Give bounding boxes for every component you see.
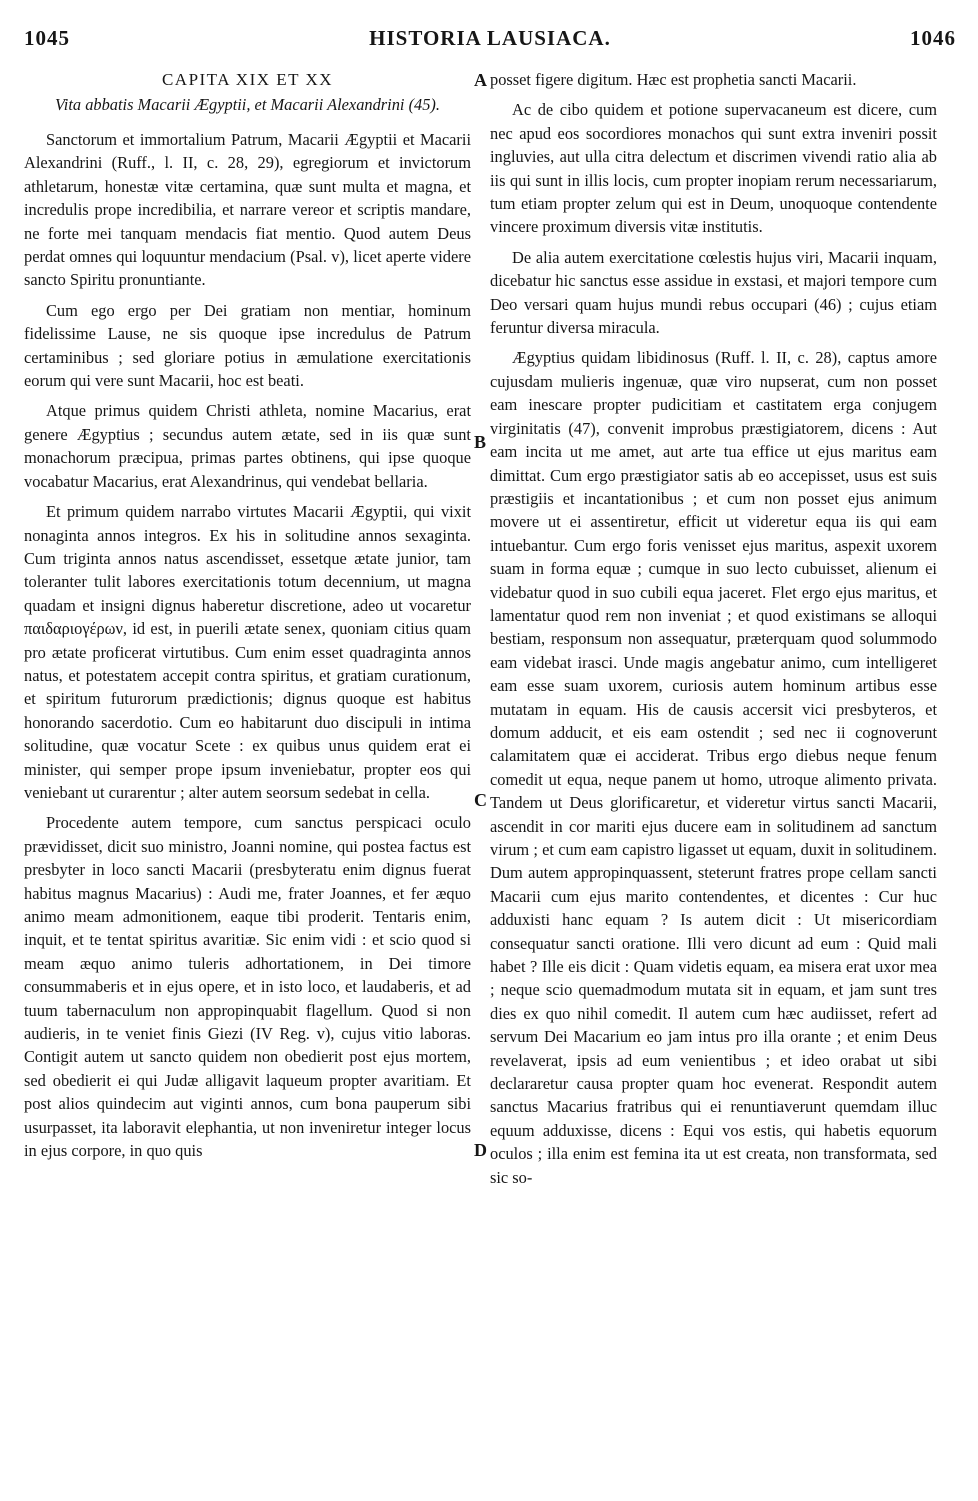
margin-marker-d: D — [474, 1140, 487, 1160]
running-title: HISTORIA LAUSIACA. — [369, 26, 611, 50]
paragraph: Sanctorum et immortalium Patrum, Macarii Ægyptii et Macarii Alexandrini (Ruff., l. II, c. 28, 29), egregiorum et invictorum athletarum, honestæ vitæ certamina, quæ sunt multa et magna, et incredulis prope incredibilia, et narrare vereor et scriptis mandare, ne forte mei tanquam mendacis fiat mentio. Quod autem Deus perdat omnes qui loquuntur mendacium (Psal. v), licet aperte videre sancto Spiritu pronuntiante. — [24, 130, 471, 290]
paragraph: Ac de cibo quidem et potione supervacaneum est dicere, cum nec apud eos socordiores monachos qui sunt extra inveniri possit ingluvies, aut ulla citra delectum et discrimen vivendi ratio alia ab iis qui sunt in illis locis, cum propter inopiam rerum necessariarum, tum etiam propter zelum qui est in Deum, unoquoque contendente vincere proximum diversis vitæ institutis. — [490, 100, 937, 237]
paragraph: Procedente autem tempore, cum sanctus perspicaci oculo prævidisset, dicit suo ministro, Joanni nomine, qui postea factus est presbyter in loco sancti Macarii (presbyteratu enim dignus fuerat habitus magnus Macarius) : Audi me, frater Joannes, et fer æquo animo meam admonitionem, eaque tibi proderit. Tentaris enim, inquit, et te tentat spiritus avaritiæ. Sic enim vidi : et scio quod si meam æquo animo tuleris adhortationem, in Dei timore consummaberis et in ejus opere, et in isto loco, et laudaberis, et ad tuum tabernaculum non appropinquabit flagellum. Quod si non audieris, in te veniet finis Giezi (IV Reg. v), cujus vitio laboras. Contigit autem ut sancto quidem non obedierit post ejus mortem, sed obedierit ei qui Judæ alligavit laqueum propter avaritiam. Et post alios quindecim aut viginti annos, cum bona pauperum sibi usurpasset, ita laboravit elephantia, ut non inveniretur integer locus in ejus corpore, in quo quis — [24, 813, 471, 1161]
paragraph: De alia autem exercitatione cœlestis hujus viri, Macarii inquam, dicebatur hic sanctus esse assidue in exstasi, et majori tempore cum Deo versari quam hujus mundi rebus occupari (46) ; cujus etiam feruntur diversa miracula. — [490, 247, 937, 338]
running-header — [24, 26, 956, 56]
right-column — [490, 68, 937, 1196]
page-number-left: 1045 — [24, 26, 70, 50]
paragraph: posset figere digitum. Hæc est prophetia sancti Macarii. — [490, 70, 857, 89]
paragraph: Cum ego ergo per Dei gratiam non mentiar, hominum fidelissime Lause, ne sis quoque ipse incredulus de Patrum certaminibus ; sed gloriare potius in æmulatione exercitationis eorum qui vere sunt Macarii, hoc est beati. — [24, 300, 471, 391]
margin-marker-b: B — [474, 432, 487, 452]
paragraph: Atque primus quidem Christi athleta, nomine Macarius, erat genere Ægyptius ; secundus autem ætate, sed in iis quæ sunt monachorum præcipua, primas partes obtinens, qui ipse quoque vocabatur Macarius, erat Alexandrinus, qui vendebat bellaria. — [24, 401, 471, 491]
chapter-subtitle: Vita abbatis Macarii Ægyptii, et Macarii Alexandrini (45). — [55, 95, 440, 114]
paragraph: Et primum quidem narrabo virtutes Macarii Ægyptii, qui vixit nonaginta annos integros. Ex his in solitudine annos sexaginta. Cum triginta annos natus ascendisset, essetque ætate junior, tam toleranter tulit labores exercitationis totum decennium, ut magna quadam et insigni dignus haberetur discretione, adeo ut vocaretur παιδαριογέρων, id est, in puerili ætate senex, quoniam citius quam pro ætate proficerat virtutibus. Cum enim esset quadraginta annos natus, et potestatem accepit contra spiritus, et gratiam curationum, et spiritum futurorum prædictionis; dignus quoque est habitus honorando sacerdotio. Cum eo habitarunt duo discipuli in intima solitudine, quæ vocatur Scete : ex quibus unus quidem erat ei minister, qui semper prope ipsum inveniebatur, propter eos qui veniebant ut curarentur ; alter autem seorsum sedebat in cella. — [24, 502, 471, 802]
chapter-heading: CAPITA XIX ET XX — [161, 70, 334, 89]
left-column — [24, 68, 471, 1169]
page-number-right: 1046 — [910, 26, 956, 50]
paragraph: Ægyptius quidam libidinosus (Ruff. l. II, c. 28), captus amore cujusdam mulieris ingenuæ, quæ viro nupserat, cum non posset eam inescare propter pudicitiam et castitatem erga conjugem virginitatis (47), convenit improbus præstigiatorem, dicens : Aut eam incita ut me amet, aut arte tua effice ut ejus maritus eam dimittat. Cum ergo præstigiator satis ab eo accepisset, usus est suis præstigiis et incantationibus ; et cum non posset ejus animum movere ut ei assentiretur, efficit ut videretur equa iis qui eam intuebantur. Cum ergo foris venisset ejus maritus, aspexit uxorem suam in forma equæ ; cumque in suo lecto cubuisset, alienum ei videbatur quod in suo cubili equa jaceret. Flet ergo ejus maritus, et lamentatur quod rem non inveniat ; et quod existimans se alloqui bestiam, responsum non assequatur, præterquam quod solummodo eam videbat irasci. Unde magis angebatur animo, cum intelligeret eam esse suam uxorem, curiosis autem hominum artibus esse mutatam in equam. His de causis accersit vici presbyteros, et domum adducit, et eis eam ostendit ; sed nec ii cognoverunt calamitatem quæ ei acciderat. Tribus ergo diebus neque fenum comedit ut equa, neque panem ut homo, utroque alimento privata. Tandem ut Deus glorificaretur, et videretur virtus sancti Macarii, ascendit in cor mariti ejus ducere eam in solitudinem ad sanctum virum ; et cum eam capistro ligasset ut equam, duxit in solitudinem. Dum autem appropinquassent, steterunt fratres prope cellam sancti Macarii cum ejus marito contendentes, et dicentes : Cur huc adduxisti hanc equam ? Is autem dicit : Ut misericordiam consequatur sancti oratione. Illi vero dicunt ad eum : Quid mali habet ? Ille eis dicit : Quam videtis equam, ea misera erat uxor mea ; neque scio quemadmodum mutata sit in equam, et jam sunt tres dies ex quo nihil comedit. Il autem cum hæc audiisset, refert ad servum Dei Macarium eo jam intus pro illa orante ; et enim Deus revelaverat, ipsis ad eum venientibus ; et ideo orabat ut sibi declararetur causa propter quam hoc evenerat. Respondit autem sanctus Macarius fratribus qui ei renuntiaverunt quemdam illuc equum adduxisse, dicens : Equi vos estis, qui habetis equorum oculos ; illa enim est femina ita ut est creata, non transformata, sed sic so- — [490, 348, 937, 1187]
margin-marker-c: C — [474, 790, 487, 810]
margin-marker-a: A — [474, 70, 487, 90]
